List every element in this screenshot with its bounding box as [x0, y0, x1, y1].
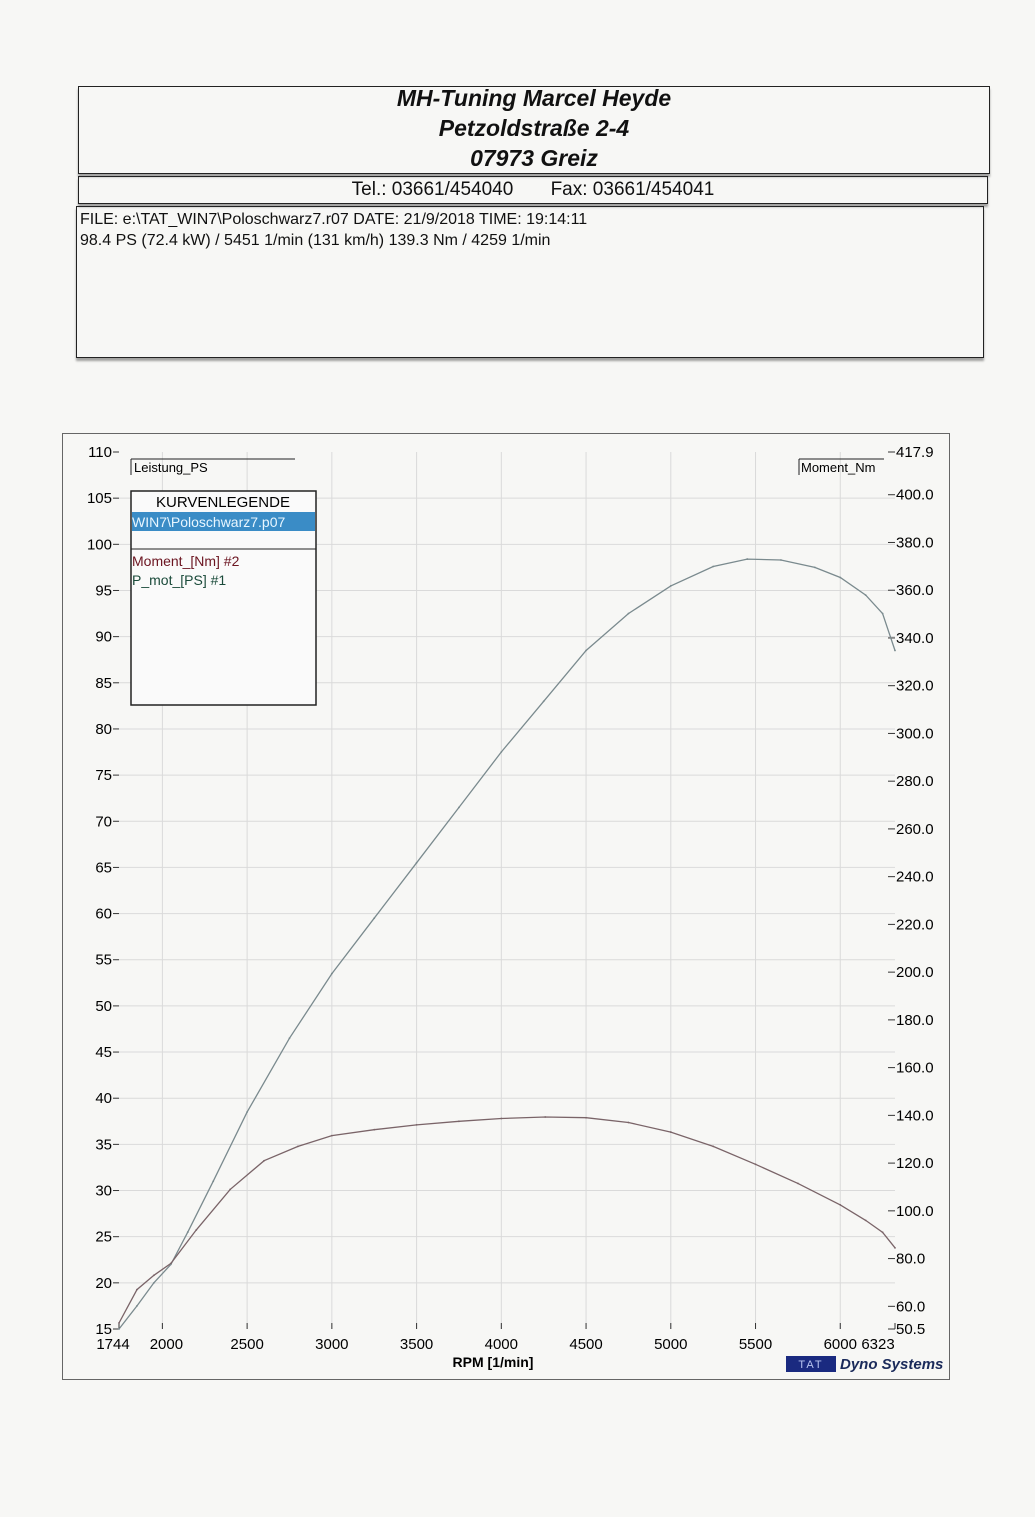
data-point	[331, 1135, 333, 1137]
x-tick-label: 2500	[230, 1336, 264, 1353]
y-right-tick-label: 180.0	[896, 1011, 934, 1029]
data-point	[544, 1116, 546, 1118]
chart-legend	[131, 491, 316, 705]
data-point	[297, 1145, 299, 1147]
y-right-tick-label: 280.0	[896, 773, 934, 791]
data-point	[865, 1219, 867, 1221]
x-axis-label: RPM [1/min]	[452, 1354, 534, 1370]
y-right-tick-label: 220.0	[896, 916, 934, 934]
data-point	[170, 1262, 172, 1264]
phone-number: Tel.: 03661/454040	[351, 179, 514, 200]
x-tick-label: 5500	[738, 1336, 773, 1353]
data-point	[797, 1182, 799, 1184]
y-left-tick-label: 40	[95, 1090, 112, 1108]
result-summary-line: 98.4 PS (72.4 kW) / 5451 1/min (131 km/h) 139.3 Nm / 4259 1/min	[80, 232, 551, 249]
x-tick-label: 1744	[96, 1336, 130, 1353]
y-right-tick-label: 260.0	[896, 820, 934, 838]
y-right-tick-label: 60.0	[896, 1298, 926, 1316]
data-point	[458, 807, 460, 809]
data-point	[780, 559, 782, 561]
data-point	[670, 1131, 672, 1133]
x-tick-label: 2000	[149, 1336, 184, 1353]
data-point	[839, 577, 841, 579]
y-right-tick-label: 240.0	[896, 868, 934, 886]
x-tick-label: 6323	[861, 1336, 895, 1353]
y-right-tick-label: 140.0	[896, 1107, 934, 1125]
y-left-tick-label: 70	[95, 813, 112, 831]
dyno-chart-frame	[62, 433, 950, 1380]
data-point	[118, 1322, 120, 1324]
legend-entry-power: P_mot_[PS] #1	[132, 572, 227, 588]
x-tick-label: 3000	[315, 1336, 349, 1353]
y-left-tick-label: 15	[95, 1321, 112, 1338]
y-right-tick-label: 100.0	[896, 1202, 934, 1220]
y-right-tick-label: 120.0	[896, 1155, 934, 1173]
data-point	[814, 566, 816, 568]
data-point	[500, 751, 502, 753]
torque-points	[118, 1116, 896, 1324]
fax-number: Fax: 03661/454041	[550, 179, 715, 200]
x-tick-label: 4500	[569, 1336, 603, 1353]
data-point	[712, 566, 714, 568]
x-tick-label: 3500	[399, 1336, 434, 1353]
header-box	[78, 86, 990, 174]
data-point	[585, 1117, 587, 1119]
data-point	[153, 1282, 155, 1284]
y-right-tick-label: 300.0	[896, 725, 934, 743]
data-point	[373, 917, 375, 919]
data-point	[331, 973, 333, 975]
y-left-tick-label: 30	[95, 1182, 112, 1200]
y-left-tick-label: 80	[95, 720, 112, 738]
data-point	[500, 1118, 502, 1120]
file-info-line: FILE: e:\TAT_WIN7\Poloschwarz7.r07 DATE: 21/9/2018 TIME: 19:14:11	[80, 211, 588, 228]
dyno-chart	[63, 434, 949, 1379]
company-street: Petzoldstraße 2-4	[438, 115, 630, 141]
x-tick-label: 4000	[484, 1336, 519, 1353]
data-point	[187, 1231, 189, 1233]
data-point	[839, 1204, 841, 1206]
y-left-tick-label: 20	[95, 1274, 112, 1292]
tat-badge-text: TAT	[798, 1359, 824, 1371]
y-right-tick-label: 80.0	[896, 1250, 926, 1268]
data-point	[746, 558, 748, 560]
y-left-tick-label: 65	[95, 859, 112, 877]
data-point	[416, 862, 418, 864]
data-point	[195, 1229, 197, 1231]
company-city: 07973 Greiz	[470, 145, 598, 171]
y-right-tick-label: 340.0	[896, 629, 934, 647]
y-left-tick-label: 95	[95, 582, 112, 600]
y-left-tick-label: 35	[95, 1136, 112, 1154]
y-right-tick-label: 360.0	[896, 582, 934, 600]
data-point	[136, 1289, 138, 1291]
contact-box	[78, 176, 988, 204]
x-tick-label: 6000	[823, 1336, 857, 1353]
y-left-tick-label: 50	[95, 997, 112, 1015]
left-axis-title: Leistung_PS	[134, 460, 208, 475]
data-point	[712, 1145, 714, 1147]
data-point	[289, 1037, 291, 1039]
y-right-tick-label: 160.0	[896, 1059, 934, 1077]
y-left-tick-label: 100	[86, 536, 112, 554]
tat-logo	[786, 1356, 943, 1373]
y-left-tick-label: 25	[95, 1228, 112, 1246]
left-axis-ticks	[87, 444, 119, 1338]
data-point	[894, 1247, 896, 1249]
data-point	[894, 650, 896, 652]
y-left-tick-label: 45	[95, 1044, 112, 1062]
file-info-box	[76, 206, 984, 358]
brand-name: Dyno Systems	[840, 1356, 944, 1373]
data-point	[865, 594, 867, 596]
data-point	[458, 1120, 460, 1122]
data-point	[118, 1328, 120, 1330]
y-left-tick-label: 85	[95, 674, 112, 692]
y-right-tick-label: 200.0	[896, 964, 934, 982]
right-axis-ticks	[888, 444, 934, 1338]
x-tick-label: 5000	[654, 1336, 688, 1353]
data-point	[153, 1274, 155, 1276]
company-name: MH-Tuning Marcel Heyde	[396, 85, 672, 111]
data-point	[628, 1122, 630, 1124]
torque-curve	[119, 1117, 895, 1323]
data-point	[136, 1305, 138, 1307]
data-point	[882, 1231, 884, 1233]
y-left-tick-label: 75	[95, 767, 112, 785]
data-point	[246, 1111, 248, 1113]
data-point	[263, 1160, 265, 1162]
y-right-tick-label: 380.0	[896, 534, 934, 552]
data-point	[212, 1180, 214, 1182]
data-point	[229, 1188, 231, 1190]
right-axis-title: Moment_Nm	[801, 460, 876, 475]
data-point	[543, 700, 545, 702]
y-right-tick-label: 400.0	[896, 486, 934, 504]
data-point	[882, 613, 884, 615]
y-right-tick-label: 50.5	[896, 1321, 926, 1338]
y-right-tick-label: 320.0	[896, 677, 934, 695]
data-point	[628, 613, 630, 615]
x-axis-ticks	[96, 1323, 895, 1353]
y-right-tick-label: 417.9	[896, 444, 934, 461]
y-left-tick-label: 110	[88, 444, 112, 461]
y-left-tick-label: 55	[95, 951, 112, 969]
data-point	[670, 585, 672, 587]
data-point	[416, 1124, 418, 1126]
data-point	[585, 650, 587, 652]
data-point	[373, 1129, 375, 1131]
y-left-tick-label: 90	[95, 628, 112, 646]
y-left-tick-label: 60	[95, 905, 112, 923]
data-point	[755, 1163, 757, 1165]
legend-file-name: WIN7\Poloschwarz7.p07	[132, 514, 286, 530]
legend-title: KURVENLEGENDE	[156, 494, 290, 511]
y-left-tick-label: 105	[86, 490, 112, 508]
legend-entry-torque: Moment_[Nm] #2	[132, 553, 240, 569]
